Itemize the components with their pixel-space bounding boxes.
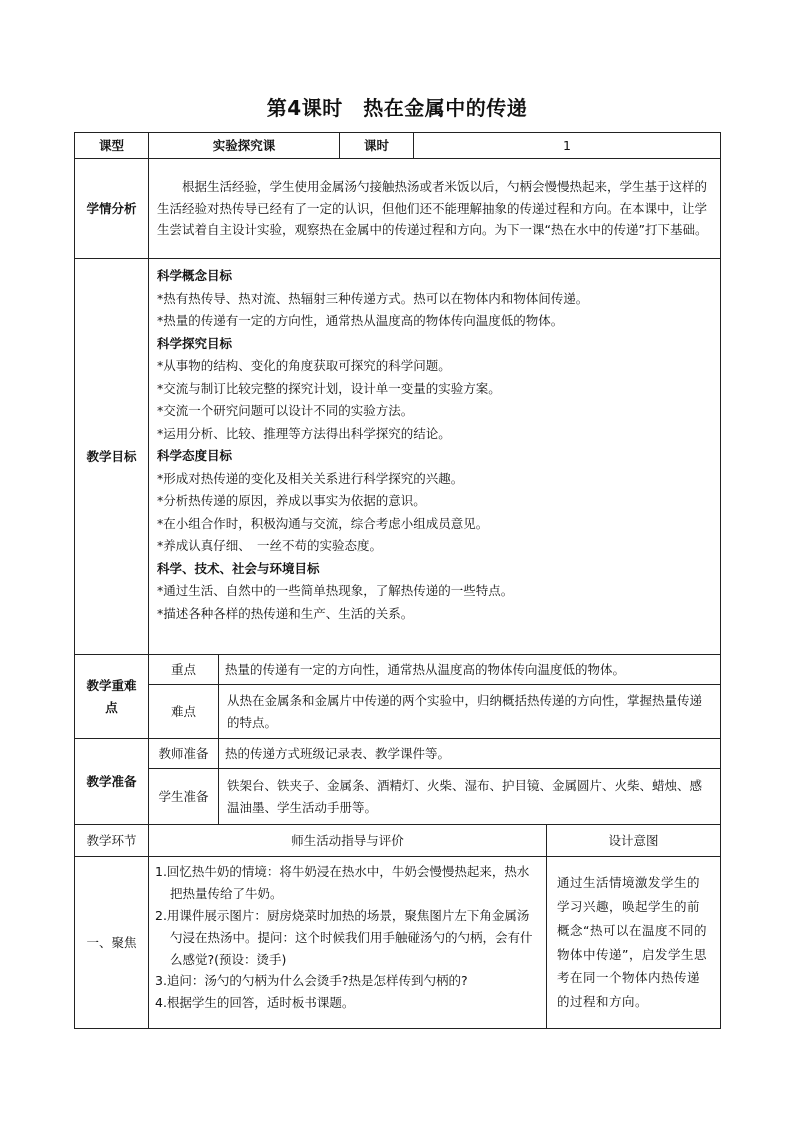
- student-prep-text: 铁架台、铁夹子、金属条、酒精灯、火柴、湿布、护目镜、金属圆片、火柴、蜡烛、感温油墨、学生活动手册等。: [219, 769, 721, 825]
- stage1-intent: 通过生活情境激发学生的学习兴趣，唤起学生的前概念“热可以在温度不同的物体中传递”，启发学生思考在同一个物体内热传递的过程和方向。: [547, 857, 721, 1029]
- lesson-type-row: [75, 133, 721, 159]
- page-title: 第4课时 热在金属中的传递: [266, 96, 528, 120]
- goal-item: *热量的传递有一定的方向性，通常热从温度高的物体传向温度低的物体。: [157, 313, 564, 328]
- lesson-type-value: 实验探究课: [149, 133, 340, 159]
- activity-header: 师生活动指导与评价: [149, 825, 547, 857]
- stage1-activity-item: 2.用课件展示图片：厨房烧菜时加热的场景，聚焦图片左下角金属汤勺浸在热汤中。提问：这个时候我们用手触碰汤勺的勺柄，会有什么感觉?(预设：烫手): [155, 907, 533, 967]
- lesson-hours-value: 1: [414, 133, 721, 159]
- hard-point-text: 从热在金属条和金属片中传递的两个实验中，归纳概括热传递的方向性，掌握热量传递的特点。: [219, 685, 721, 739]
- goal-item: *描述各种各样的热传递和生产、生活的关系。: [157, 605, 414, 621]
- goal-item: *从事物的结构、变化的角度获取可探究的科学问题。: [157, 358, 451, 373]
- stage1-activity-item: 3.追问：汤勺的勺柄为什么会烫手?热是怎样传到勺柄的?: [155, 973, 468, 989]
- goal-item: *通过生活、自然中的一些简单热现象，了解热传递的一些特点。: [157, 583, 514, 598]
- teacher-prep-row: [75, 739, 721, 769]
- key-point-text: 热量的传递有一定的方向性，通常热从温度高的物体传向温度低的物体。: [219, 655, 721, 685]
- key-points-label: 教学重难点: [75, 655, 149, 739]
- goal-item: *养成认真仔细、 一丝不苟的实验态度。: [157, 538, 383, 553]
- process-header-row: [75, 825, 721, 857]
- lesson-type-label: 课型: [75, 133, 149, 159]
- key-point-row: [75, 655, 721, 685]
- goal-item: *热有热传导、热对流、热辐射三种传递方式。热可以在物体内和物体间传递。: [157, 290, 589, 306]
- goals-row: [75, 259, 721, 655]
- lesson-plan-table: [74, 132, 721, 1029]
- goal-heading: 科学、技术、社会与环境目标: [157, 560, 320, 576]
- goal-item: *交流与制订比较完整的探究计划，设计单一变量的实验方案。: [157, 380, 501, 396]
- teacher-prep-text: 热的传递方式班级记录表、教学课件等。: [219, 739, 721, 769]
- student-prep-label: 学生准备: [149, 769, 219, 825]
- goal-item: *运用分析、比较、推理等方法得出科学探究的结论。: [157, 425, 451, 441]
- stage1-activity-item: 4.根据学生的回答，适时板书课题。: [155, 995, 355, 1011]
- goal-item: *分析热传递的原因，养成以事实为依据的意识。: [157, 493, 426, 508]
- analysis-row: [75, 159, 721, 259]
- stage1-row: [75, 857, 721, 1029]
- intent-header: 设计意图: [547, 825, 721, 857]
- teacher-prep-label: 教师准备: [149, 739, 219, 769]
- hard-point-label: 难点: [149, 685, 219, 739]
- key-point-label: 重点: [149, 655, 219, 685]
- analysis-label: 学情分析: [75, 159, 149, 259]
- goals-list: [157, 265, 712, 625]
- student-prep-row: [75, 769, 721, 825]
- goals-content: [149, 259, 721, 655]
- lesson-hours-label: 课时: [340, 133, 414, 159]
- stage1-activities: [149, 857, 547, 1029]
- goal-heading: 科学态度目标: [157, 448, 233, 463]
- goals-label: 教学目标: [75, 259, 149, 655]
- goal-heading: 科学探究目标: [157, 335, 233, 351]
- goal-heading: 科学概念目标: [157, 268, 233, 283]
- stage1-activity-item: 1.回忆热牛奶的情境：将牛奶浸在热水中，牛奶会慢慢热起来，热水把热量传给了牛奶。: [155, 864, 530, 901]
- stage1-label: 一、聚焦: [75, 857, 149, 1029]
- stage1-activity-list: [149, 857, 546, 1018]
- goal-item: *形成对热传递的变化及相关关系进行科学探究的兴趣。: [157, 470, 464, 486]
- prep-label: 教学准备: [75, 739, 149, 825]
- stage-header: 教学环节: [75, 825, 149, 857]
- analysis-text: 根据生活经验，学生使用金属汤勺接触热汤或者米饭以后，勺柄会慢慢热起来，学生基于这样的生活经验对热传导已经有了一定的认识，但他们还不能理解抽象的传递过程和方向。在本课中，让学生尝试着自主设计实验，观察热在金属中的传递过程和方向。为下一课“热在水中的传递”打下基础。: [149, 159, 721, 259]
- goal-item: *在小组合作时，积极沟通与交流，综合考虑小组成员意见。: [157, 515, 489, 531]
- goal-item: *交流一个研究问题可以设计不同的实验方法。: [157, 403, 414, 418]
- hard-point-row: [75, 685, 721, 739]
